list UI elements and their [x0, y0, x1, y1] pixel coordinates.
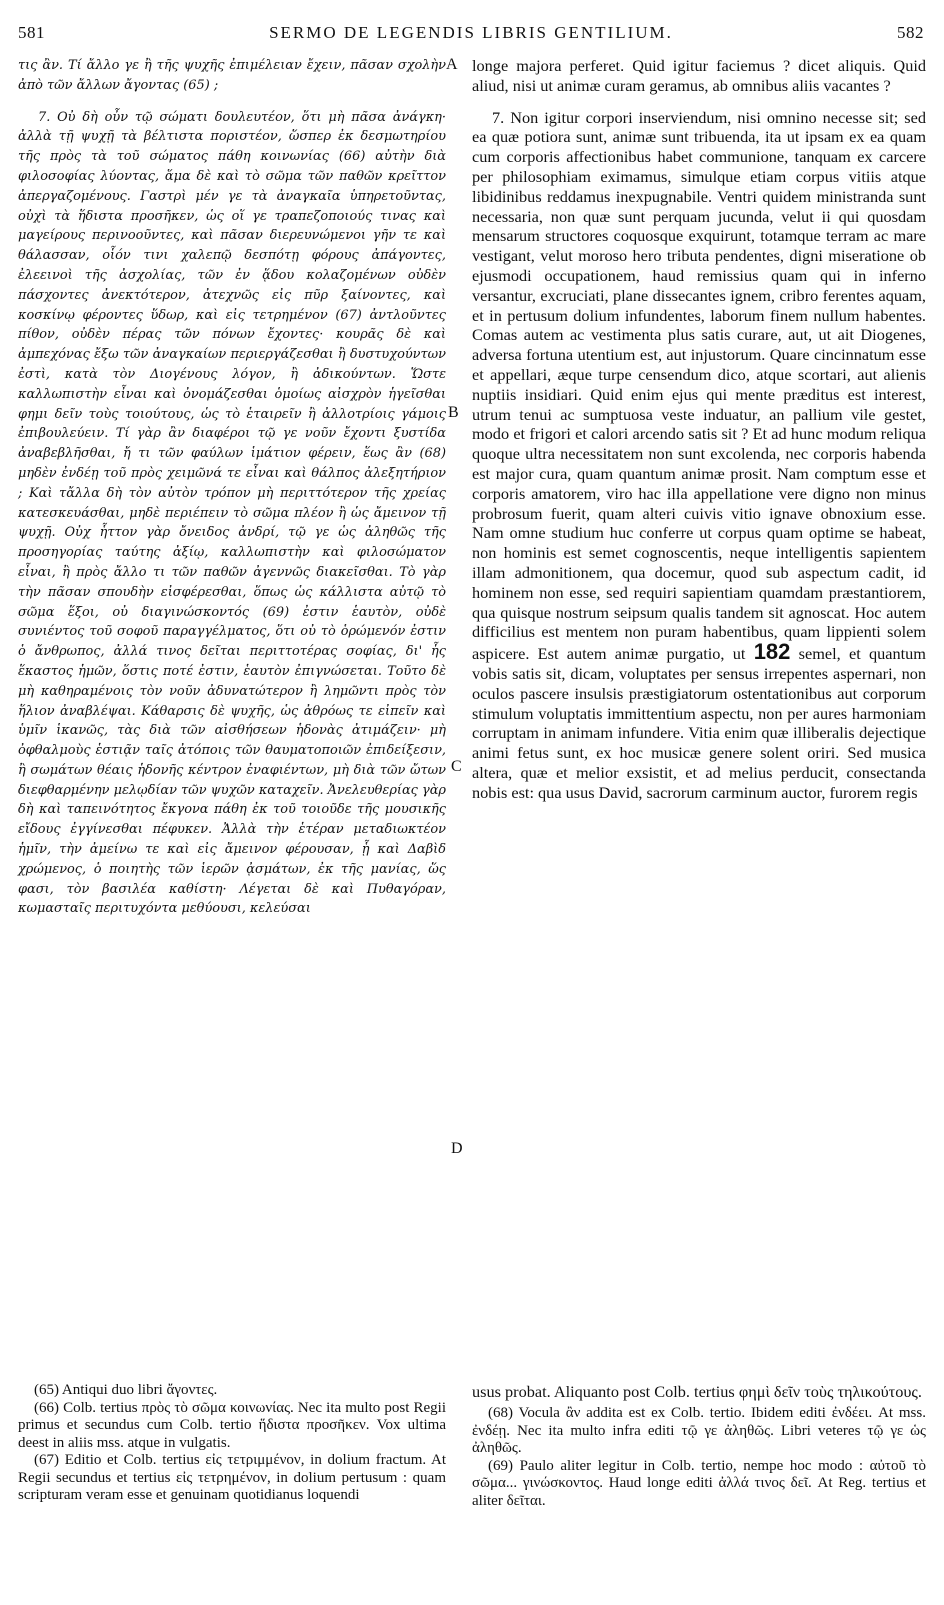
footnote-65: (65) Antiqui duo libri ἄγοντες.: [34, 1382, 218, 1398]
footnote-68: (68) Vocula ἂν addita est ex Colb. tertio. Ibidem editi ἐνδέει. At mss. ἐνδέῃ. Nec ita multo infra editi τῷ γε ἀληθῶς. Libri veteres τῷ γε ὡς ἀληθῶς.: [472, 1405, 926, 1456]
latin-paragraph-1: longe majora perferet. Quid igitur faciemus ? dicet aliquis. Quid aliud, nisi ut animæ curam geramus, ab omnibus aliis vacantes ?: [472, 56, 926, 95]
latin-column: [472, 56, 926, 802]
footnote-67: (67) Editio et Colb. tertius εἰς τετριμμένον, in dolium fractum. At Regii secundus et tertius εἰς τετρημένον, in dolium pertusum : quam scripturam veram esse et genuinam quotidianus loquendi: [18, 1452, 446, 1503]
latin-paragraph-2-part-a: 7. Non igitur corpori inserviendum, nisi omnino necesse sit; sed ea quæ potiora sunt, animæ sunt tribuenda, ita ut ipsam ex ea quam cum corporis affectionibus habet communione, tanquam ex carcere per philosophiam eximamus, simulque etiam corpus vitiis atque libidinibus reddamus inexpugnabile. Ventri quidem ministranda sunt necessaria, non quæ sunt perquam jucunda, velut ii qui quosdam mensarum structores coquosque exquirunt, totamque terram ac mare vestigant, velut moroso hero tributa pendentes, digni miseratione ob ejusmodi occupationem, haud remissius quam qui in inferno versantur, excruciati, plane dissecantes ignem, cribro ferentes aquam, et in pertusum dolium infundentes, laborum finem nullum habentes. Comas autem ac vestimenta plus satis curare, aut, ut ait Diogenes, adversa fortuna utentium est, aut injustorum. Quare cincinnatum esse et appellari, æque turpe censendum dico, atque scortari, aut alienis nuptiis insidiari. Quid enim ejus qui mente præditus est interest, utrum tenui ac sumptuosa veste induatur, an pallium vile gestet, modo et frigori et calori arcendo satis sit ? Et ad hunc modum reliqua quoque ultra necessitatem non sunt excolenda, nec corporis habenda est major cura, quam quantum animæ prosit. Nam comptum esse et corporis amatorem, viro hac illa appellatione vere digno non minus probrosum fuerit, quam alteri cuivis vitio ignave obnoxium esse. Nam omne studium huc conferre ut corpus quam optime se habeat, non hominis est semet cognoscentis, neque intelligentis sapientem illam admonitionem, qua docemur, quod sub aspectum cadit, id hominem non esse, sed requiri sapientiam quamdam præstantiorem, qua quisque nostrum seipsum qualis tandem sit agnoscat. Hoc autem difficilius est mentem non puram habentibus, quam lippienti solem aspicere. Est autem animæ purgatio, ut: [472, 107, 926, 664]
page-header: [18, 20, 924, 46]
footnotes-left: [18, 1382, 446, 1505]
column-number: 182: [753, 639, 791, 665]
margin-marker-b: B: [448, 404, 459, 421]
latin-paragraph-2-part-b: semel, et quantum vobis satis sit, dicam, voluptates per sensus irrepentes aspernari, non oculos pascere insulsis præstigiatorum ostentationibus aut corporum stimulum voluptatis immittentium aspectu, non per aures harmoniam corruptam in animam infundere. Vitia enim quæ illiberalis dejectique animi fetus sunt, ex hoc musicæ genere solent oriri. Sed musica altera, quæ et melior exsistit, et ad melius perducit, consectanda nobis est: qua usus David, sacrorum carminum auctor, furorem regis: [472, 644, 926, 802]
latin-text-continuation: usus probat. Aliquanto post Colb. tertius φημὶ δεῖν τοὺς τηλικούτους.: [472, 1382, 922, 1401]
running-title: SERMO DE LEGENDIS LIBRIS GENTILIUM.: [269, 23, 673, 42]
greek-paragraph-2: 7. Οὐ δὴ οὖν τῷ σώματι δουλευτέον, ὅτι μὴ πᾶσα ἀνάγκη· ἀλλὰ τῇ ψυχῇ τὰ βέλτιστα ποριστέον, ὥσπερ ἐκ δεσμωτηρίου τῆς πρὸς τὰ τοῦ σώματος πάθη κοινωνίας (66) αὐτὴν διὰ φιλοσοφίας λύοντας, ἅμα δὲ καὶ τὸ σῶμα τῶν παθῶν κρεῖττον ἀπεργαζομένους. Γαστρὶ μέν γε τὰ ἀναγκαῖα ὑπηρετοῦντας, οὐχὶ τὰ ἥδιστα προσῆκεν, ὡς οἵ γε τραπεζοποιούς τινας καὶ μαγείρους περινοοῦντες, καὶ πᾶσαν διερευνώμενοι γῆν τε καὶ θάλασσαν, οἷόν τινι χαλεπῷ δεσπότῃ φόρους ἀπάγοντες, ἐλεεινοὶ τῆς ἀσχολίας, τῶν ἐν ᾅδου κολαζομένων οὐδὲν πάσχοντες ἀνεκτότερον, ἀτεχνῶς εἰς πῦρ ξαίνοντες, καὶ κοσκίνῳ φέροντες ὕδωρ, καὶ εἰς τετρημένον (67) ἀντλοῦντες πίθον, οὐδὲν πέρας τῶν πόνων ἔχοντες· κουρᾶς δὲ καὶ ἀμπεχόνας ἔξω τῶν ἀναγκαίων περιεργάζεσθαι ἢ δυστυχούντων ἐστὶ, κατὰ τὸν Διογένους λόγον, ἢ ἀδικούντων. Ὥστε καλλωπιστὴν εἶναι καὶ ὀνομάζεσθαι ὁμοίως αἰσχρὸν ἡγεῖσθαι φημι δεῖν τοὺς τοιούτους, ὡς τὸ ἑταιρεῖν ἢ ἀλλοτρίοις γάμοις ἐπιβουλεύειν. Τί γὰρ ἂν διαφέροι τῷ γε νοῦν ἔχοντι ξυστίδα ἀναβεβλῆσθαι, ἤ τι τῶν φαύλων ἱμάτιον φέρειν, ἕως ἂν (68) μηδὲν ἐνδέῃ τοῦ πρὸς χειμῶνά τε εἶναι καὶ θάλπος ἀλεξητήριον ; Καὶ τἄλλα δὴ τὸν αὐτὸν τρόπον μὴ περιττότερον τῆς χρείας κατεσκευάσθαι, μηδὲ περιέπειν τὸ σῶμα πλέον ἢ ὡς ἄμεινον τῇ ψυχῇ. Οὐχ ἧττον γὰρ ὄνειδος ἀνδρί, τῷ γε ὡς ἀληθῶς τῆς προσηγορίας ταύτης ἀξίῳ, καλλωπιστὴν καὶ φιλοσώματον εἶναι, ἢ πρὸς ἄλλο τι τῶν παθῶν ἀγεννῶς διακεῖσθαι. Τὸ γὰρ τὴν πᾶσαν σπουδὴν εἰσφέρεσθαι, ὅπως ὡς κάλλιστα αὐτῷ τὸ σῶμα ἕξοι, οὐ διαγινώσκοντός (69) ἐστιν ἑαυτὸν, οὐδὲ συνιέντος τοῦ σοφοῦ παραγγέλματος, ὅτι οὐ τὸ ὁρώμενόν ἐστιν ὁ ἄνθρωπος, ἀλλά τινος δεῖται περιττοτέρας σοφίας, δι' ἧς ἕκαστος ἡμῶν, ὅστις ποτέ ἐστιν, ἑαυτὸν ἐπιγνώσεται. Τοῦτο δὲ μὴ καθηραμένοις τὸν νοῦν ἀδυνατώτερον ἢ λημῶντι πρὸς τὸν ἥλιον ἀναβλέψαι. Κάθαρσις δὲ ψυχῆς, ὡς ἀθρόως τε εἰπεῖν καὶ ὑμῖν ἱκανῶς, τὰς διὰ τῶν αἰσθήσεων ἡδονὰς ἀτιμάζειν· μὴ ὀφθαλμοὺς ἑστιᾷν ταῖς ἀτόποις τῶν θαυματοποιῶν ἐπιδείξεσιν, ἢ σωμάτων θέαις ἡδονῆς κέντρον ἐναφιέντων, μὴ διὰ τῶν ὤτων διεφθαρμένην μελῳδίαν τῶν ψυχῶν καταχεῖν. Ἀνελευθερίας γὰρ δὴ καὶ ταπεινότητος ἔκγονα πάθη ἐκ τοῦ τοιοῦδε τῆς μουσικῆς εἴδους ἐγγίνεσθαι πέφυκεν. Ἀλλὰ τὴν ἑτέραν μεταδιωκτέον ἡμῖν, τὴν ἀμείνω τε καὶ εἰς ἄμεινον φέρουσαν, ᾗ καὶ Δαβὶδ χρώμενος, ὁ ποιητὴς τῶν ἱερῶν ᾀσμάτων, ἐκ τῆς μανίας, ὥς φασι, τὸν βασιλέα καθίστη· Λέγεται δὲ καὶ Πυθαγόραν, κωμασταῖς περιτυχόντα μεθύουσι, κελεύσαι: [18, 109, 446, 917]
margin-marker-d: D: [451, 1140, 463, 1157]
footnote-69: (69) Paulo aliter legitur in Colb. tertio, nempe hoc modo : αὐτοῦ τὸ σῶμα... γινώσκοντος. Haud longe editi ἀλλά τινος δεῖ. At Reg. tertius et aliter δεῖται.: [472, 1457, 926, 1509]
footnotes-right: [472, 1382, 926, 1510]
greek-column: [18, 56, 446, 919]
page-number-right: 582: [897, 23, 924, 42]
latin-paragraph-2: [472, 108, 926, 803]
footnote-66: (66) Colb. tertius πρὸς τὸ σῶμα κοινωνίας. Nec ita multo post Regii primus et secundus cum Colb. tertio ἥδιστα προσῆκεν. Vox ultima deest in aliis mss. atque in vulgatis.: [18, 1399, 446, 1451]
margin-marker-a: A: [446, 56, 458, 73]
greek-paragraph-1: τις ἂν. Τί ἄλλο γε ἢ τῆς ψυχῆς ἐπιμέλειαν ἔχειν, πᾶσαν σχολὴν ἀπὸ τῶν ἄλλων ἄγοντας (65) ;: [18, 58, 446, 93]
margin-marker-c: C: [451, 758, 462, 775]
page-number-left: 581: [18, 23, 45, 42]
